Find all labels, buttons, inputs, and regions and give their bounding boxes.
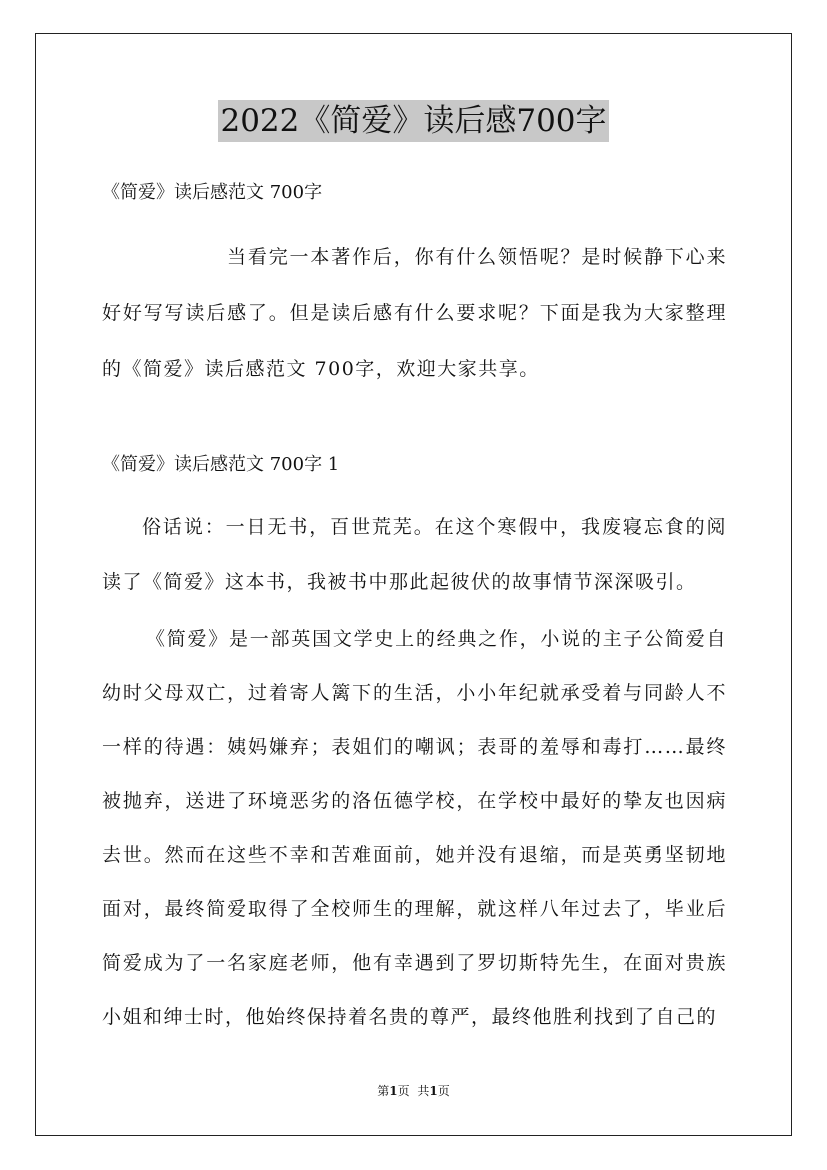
document-title: 2022《简爱》读后感700字 [218,100,608,142]
body-paragraph-1: 俗话说：一日无书，百世荒芜。在这个寒假中，我废寝忘食的阅读了《简爱》这本书，我被书中那此起彼伏的故事情节深深吸引。 [102,516,727,593]
footer-total-number: 1 [429,1084,438,1098]
document-subtitle: 《简爱》读后感范文 700字 [102,182,323,203]
footer-total-prefix: 共 [417,1084,430,1098]
page-footer [0,1083,827,1099]
section-heading: 《简爱》读后感范文 700字 1 [102,454,340,475]
footer-page-suffix: 页 [397,1084,410,1098]
title-container [0,100,827,142]
footer-page-number: 1 [389,1084,398,1098]
body-paragraph-2: 《简爱》是一部英国文学史上的经典之作，小说的主子公简爱自幼时父母双亡，过着寄人篱下的生活，小小年纪就承受着与同龄人不一样的待遇：姨妈嫌弃；表姐们的嘲讽；表哥的羞辱和毒打……最终被抛弃，送进了环境恶劣的洛伍德学校，在学校中最好的挚友也因病去世。然而在这些不幸和苦难面前，她并没有退缩，而是英勇坚韧地面对，最终简爱取得了全校师生的理解，就这样八年过去了，毕业后简爱成为了一名家庭老师，他有幸遇到了罗切斯特先生，在面对贵族小姐和绅士时，他始终保持着名贵的尊严，最终他胜利找到了自己的 [102,628,727,1028]
footer-page-prefix: 第 [377,1084,390,1098]
intro-paragraph: 当看完一本著作后，你有什么领悟呢？是时候静下心来好好写写读后感了。但是读后感有什么要求呢？下面是我为大家整理的《简爱》读后感范文 700字，欢迎大家共享。 [102,246,727,380]
footer-total-suffix: 页 [437,1084,450,1098]
